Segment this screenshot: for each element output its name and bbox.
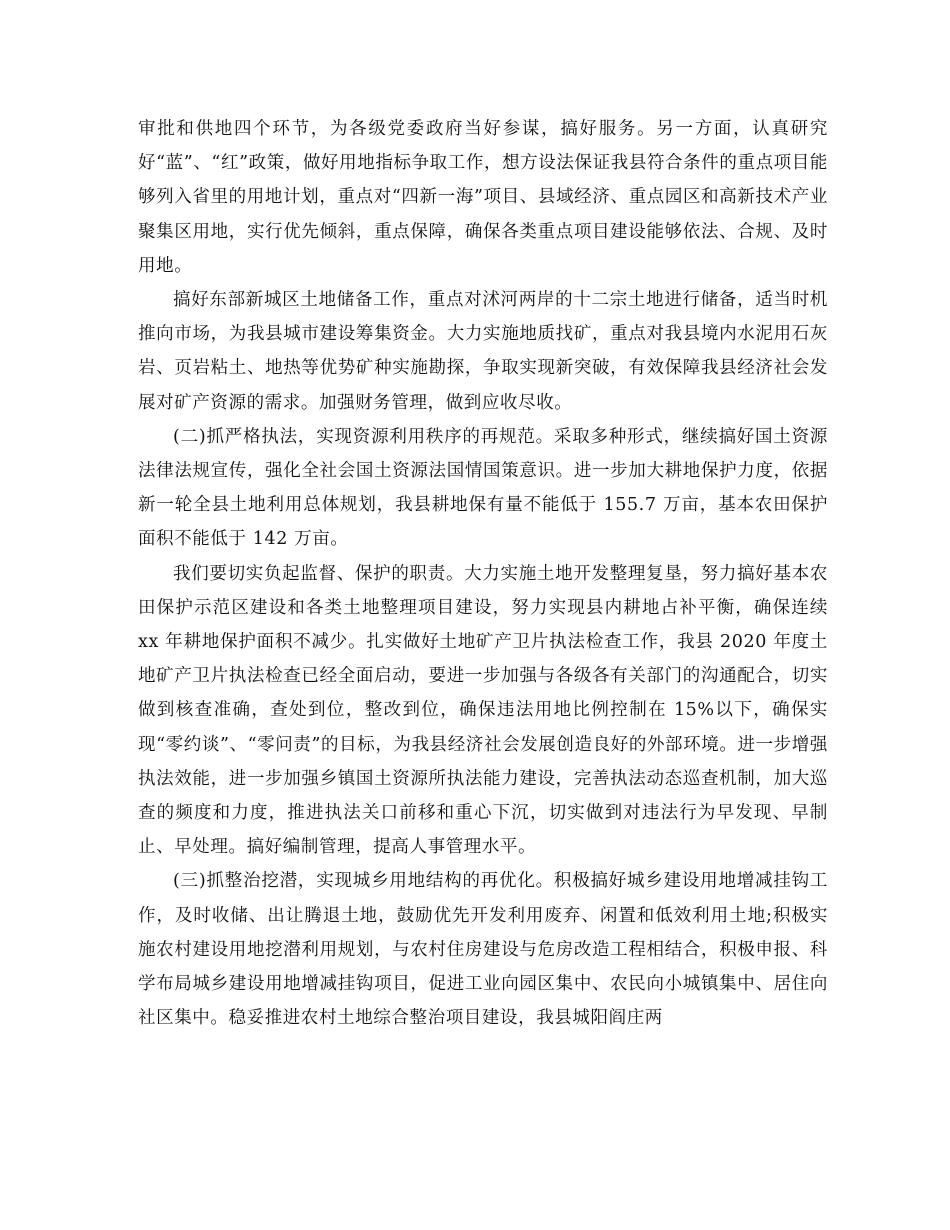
paragraph-2: 搞好东部新城区土地储备工作，重点对沭河两岸的十二宗土地进行储备，适当时机推向市场，为我县城市建设筹集资金。大力实施地质找矿，重点对我县境内水泥用石灰岩、页岩粘土、地热等优势矿种实施勘探，争取实现新突破，有效保障我县经济社会发展对矿产资源的需求。加强财务管理，做到应收尽收。 [138, 290, 828, 413]
paragraph-4: 我们要切实负起监督、保护的职责。大力实施土地开发整理复垦，努力搞好基本农田保护示范区建设和各类土地整理项目建设，努力实现县内耕地占补平衡，确保连续 xx 年耕地保护面积不减少。扎实做好土地矿产卫片执法检查工作，我县 2020 年度土地矿产卫片执法检查已经全面启动，要进一步加强与各级各有关部门的沟通配合，切实做到核查准确，查处到位，整改到位，确保违法用地比例控制在 15%以下，确保实现“零约谈”、“零问责”的目标，为我县经济社会发展创造良好的外部环境。进一步增强执法效能，进一步加强乡镇国土资源所执法能力建设，完善执法动态巡查机制，加大巡查的频度和力度，推进执法关口前移和重心下沉，切实做到对违法行为早发现、早制止、早处理。搞好编制管理，提高人事管理水平。 [138, 563, 828, 858]
paragraph-3: (二)抓严格执法，实现资源利用秩序的再规范。采取多种形式，继续搞好国土资源法律法规宣传，强化全社会国土资源法国情国策意识。进一步加大耕地保护力度，依据新一轮全县土地利用总体规划，我县耕地保有量不能低于 155.7 万亩，基本农田保护面积不能低于 142 万亩。 [138, 426, 828, 550]
paragraph-1: 审批和供地四个环节，为各级党委政府当好参谋，搞好服务。另一方面，认真研究好“蓝”、“红”政策，做好用地指标争取工作，想方设法保证我县符合条件的重点项目能够列入省里的用地计划，重点对“四新一海”项目、县域经济、重点园区和高新技术产业聚集区用地，实行优先倾斜，重点保障，确保各类重点项目建设能够依法、合规、及时用地。 [138, 119, 828, 276]
document-body [138, 112, 828, 1035]
paragraph-5: (三)抓整治挖潜，实现城乡用地结构的再优化。积极搞好城乡建设用地增减挂钩工作，及时收储、出让腾退土地，鼓励优先开发利用废弃、闲置和低效利用土地;积极实施农村建设用地挖潜利用规划，与农村住房建设与危房改造工程相结合，积极申报、科学布局城乡建设用地增减挂钩项目，促进工业向园区集中、农民向小城镇集中、居住向社区集中。稳妥推进农村土地综合整治项目建设，我县城阳阎庄两 [138, 871, 828, 1029]
